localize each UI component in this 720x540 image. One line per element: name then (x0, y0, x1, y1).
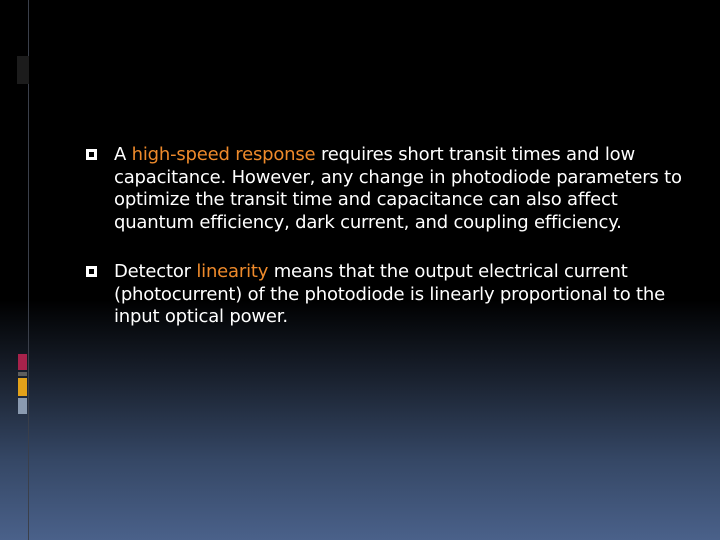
square-bullet-icon (86, 149, 97, 160)
bullet-detector-linearity (84, 261, 694, 329)
bullet-text-before: Detector (114, 261, 197, 282)
accent-bar-red (18, 354, 27, 370)
highlight-term: high-speed response (131, 144, 316, 165)
highlight-term: linearity (196, 261, 269, 282)
slide-content (84, 144, 694, 329)
corner-decoration-block (17, 56, 29, 84)
accent-bar-blue-gray (18, 398, 27, 414)
square-bullet-icon (86, 266, 97, 277)
accent-bar-gold (18, 378, 27, 396)
bullet-text-before: A (114, 144, 132, 165)
bullet-high-speed-response (84, 144, 694, 234)
bullet-text-after: requires short transit times and low capacitance. However, any change in photodiode parameters to optimize the transit time and capacitance can also affect quantum efficiency, dark current, and coupling efficiency. (114, 144, 682, 233)
accent-bar-gray (18, 372, 27, 376)
bullet-text-after: means that the output electrical current (photocurrent) of the photodiode is linearly proportional to the input optical power. (114, 261, 665, 327)
